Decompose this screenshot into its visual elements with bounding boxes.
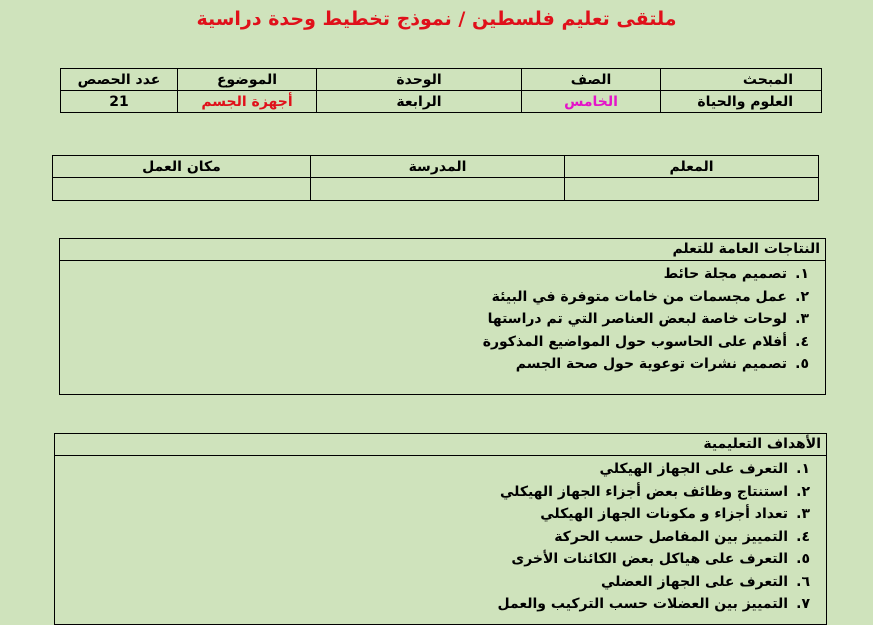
list-item: ٣.لوحات خاصة لبعض العناصر التي تم دراستها: [487, 311, 809, 327]
unit-header: الوحدة: [317, 69, 522, 91]
unit-value: الرابعة: [317, 91, 522, 113]
school-header: المدرسة: [311, 156, 565, 178]
lessons-value: 21: [61, 91, 178, 113]
page-title: ملتقى تعليم فلسطين / نموذج تخطيط وحدة دراسية: [196, 8, 677, 30]
learning-outcomes-list: [60, 261, 825, 376]
list-item: ١.التعرف على الجهاز الهيكلي: [599, 461, 810, 477]
list-item: ٦.التعرف على الجهاز العضلي: [600, 573, 810, 590]
table-row: [61, 91, 822, 113]
workplace-header: مكان العمل: [53, 156, 311, 178]
subject-value: العلوم والحياة: [661, 91, 822, 113]
table-header-row: [61, 69, 822, 91]
list-item: ٢.استنتاج وظائف بعض أجزاء الجهاز الهيكلي: [499, 483, 810, 500]
learning-outcomes-box: [59, 238, 826, 395]
educational-objectives-box: [54, 433, 827, 625]
subject-header: المبحث: [661, 69, 822, 91]
educational-objectives-list: [55, 456, 826, 616]
teacher-header: المعلم: [565, 156, 819, 178]
table-row: [53, 178, 819, 201]
school-value[interactable]: [311, 178, 565, 201]
list-item: ٤.أفلام على الحاسوب حول المواضيع المذكورة: [482, 333, 809, 350]
list-item: ١.تصميم مجلة حائط: [663, 266, 809, 282]
list-item: ٤.التمييز بين المفاصل حسب الحركة: [554, 528, 810, 545]
table-header-row: [53, 156, 819, 178]
unit-info-table: [60, 68, 822, 113]
list-item: ٧.التمييز بين العضلات حسب التركيب والعمل: [497, 596, 810, 612]
workplace-value[interactable]: [53, 178, 311, 201]
learning-outcomes-heading: النتاجات العامة للتعلم: [60, 239, 825, 261]
staff-table: [52, 155, 819, 201]
list-item: ٣.تعداد أجزاء و مكونات الجهاز الهيكلي: [540, 506, 810, 522]
grade-header: الصف: [522, 69, 661, 91]
list-item: ٢.عمل مجسمات من خامات متوفرة في البيئة: [491, 288, 809, 305]
lessons-header: عدد الحصص: [61, 69, 178, 91]
educational-objectives-heading: الأهداف التعليمية: [55, 434, 826, 456]
teacher-value[interactable]: [565, 178, 819, 201]
list-item: ٥.التعرف على هياكل بعض الكائنات الأخرى: [511, 551, 810, 567]
grade-value: الخامس: [522, 91, 661, 113]
list-item: ٥.تصميم نشرات توعوية حول صحة الجسم: [515, 356, 809, 372]
topic-header: الموضوع: [178, 69, 317, 91]
topic-value: أجهزة الجسم: [178, 91, 317, 113]
